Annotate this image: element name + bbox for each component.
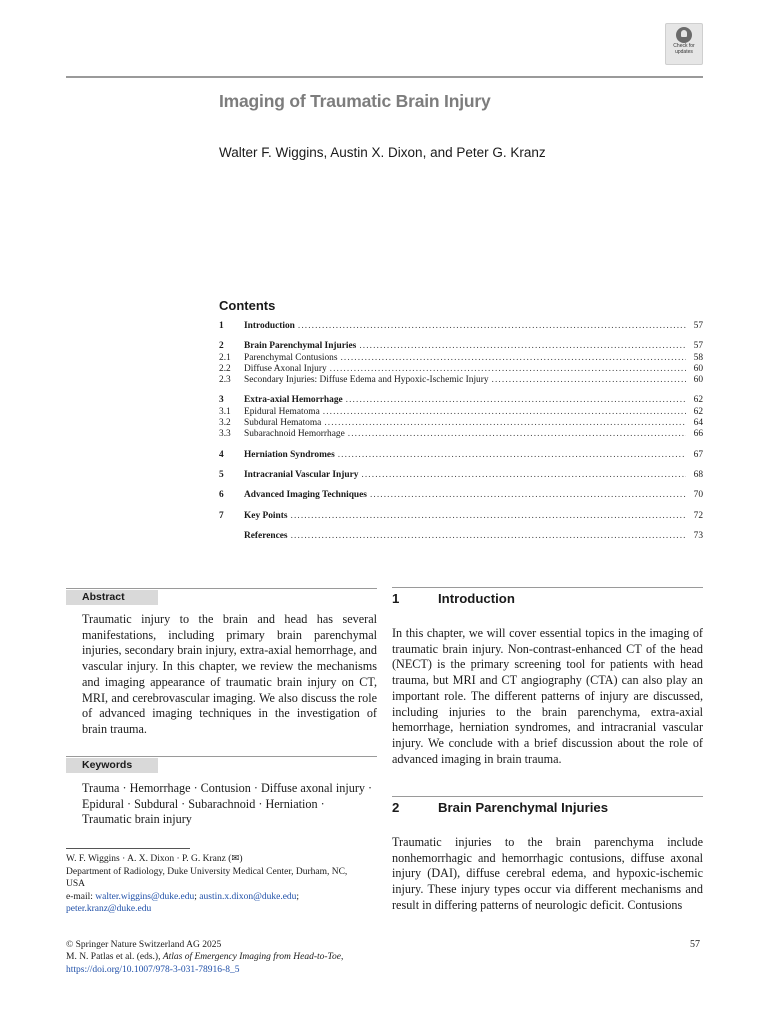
chapter-authors: Walter F. Wiggins, Austin X. Dixon, and Peter G. Kranz [219, 145, 546, 160]
toc-entry[interactable] [219, 321, 703, 332]
toc-entry-title: Brain Parenchymal Injuries [244, 341, 357, 352]
toc-entry-title: Key Points [244, 510, 288, 521]
toc-entry[interactable] [219, 375, 703, 386]
toc-leader-dots [359, 341, 686, 352]
toc-entry-page: 64 [693, 418, 703, 429]
affiliation-names: W. F. Wiggins · A. X. Dixon · P. G. Kranz (✉) [66, 854, 243, 864]
email-link-wiggins[interactable]: walter.wiggins@duke.edu [95, 891, 195, 902]
affiliation-block [66, 853, 366, 916]
affiliation-emails: e-mail: walter.wiggins@duke.edu; austin.x.dixon@duke.edu; peter.kranz@duke.edu [66, 891, 300, 915]
toc-entry-page: 57 [693, 341, 703, 352]
toc-entry-title: Parenchymal Contusions [244, 352, 338, 363]
contents-heading: Contents [219, 298, 276, 313]
toc-entry-number: 3.3 [219, 429, 231, 440]
section-1-rule [392, 587, 703, 588]
affiliation-department: Department of Radiology, Duke University Medical Center, Durham, NC, USA [66, 866, 348, 890]
toc-entry-page: 72 [693, 510, 703, 521]
toc-leader-dots [323, 407, 686, 418]
toc-entry[interactable] [219, 450, 703, 461]
toc-entry-title: Subarachnoid Hemorrhage [244, 429, 345, 440]
toc-leader-dots [324, 418, 686, 429]
toc-entry-number: 3 [219, 395, 224, 406]
section-2-title: Brain Parenchymal Injuries [438, 800, 609, 815]
toc-entry[interactable] [219, 364, 703, 375]
section-2-rule [392, 796, 703, 797]
page-number: 57 [690, 939, 700, 950]
check-for-updates-badge[interactable] [665, 23, 703, 65]
toc-entry[interactable] [219, 407, 703, 418]
toc-entry-page: 58 [693, 352, 703, 363]
chapter-title: Imaging of Traumatic Brain Injury [219, 91, 491, 111]
abstract-rule [66, 588, 377, 589]
affiliation-rule [66, 848, 190, 849]
section-2-number: 2 [392, 800, 400, 815]
copyright-line: © Springer Nature Switzerland AG 2025 [66, 940, 222, 950]
toc-leader-dots [338, 450, 686, 461]
toc-leader-dots [330, 364, 686, 375]
toc-entry[interactable] [219, 511, 703, 522]
toc-entry[interactable] [219, 470, 703, 481]
toc-entry-page: 62 [693, 395, 703, 406]
toc-entry-number: 5 [219, 469, 224, 480]
toc-entry-title: Intracranial Vascular Injury [244, 469, 359, 480]
toc-entry[interactable] [219, 418, 703, 429]
toc-entry-title: Herniation Syndromes [244, 449, 335, 460]
keywords-label: Keywords [66, 758, 158, 773]
toc-entry[interactable] [219, 531, 703, 542]
doi-link[interactable]: https://doi.org/10.1007/978-3-031-78916-8_5 [66, 964, 240, 975]
section-1-text: In this chapter, we will cover essential topics in the imaging of traumatic brain injury. Non-contrast-enhanced CT of the head (NECT) is the primary screening tool for patients with head trauma, but MRI and CT angiography (CTA) can also play an important role. The different patterns of injury are discussed, including injuries to the brain parenchyma, extra-axial hemorrhage, herniation syndromes, and intracranial vascular injury. We conclude with a brief discussion about the role of advanced imaging in brain trauma. [392, 626, 703, 766]
toc-entry-number: 3.1 [219, 406, 231, 417]
toc-leader-dots [346, 395, 686, 406]
email-link-dixon[interactable]: austin.x.dixon@duke.edu [199, 891, 297, 902]
keywords-text: Trauma · Hemorrhage · Contusion · Diffuse axonal injury · Epidural · Subdural · Subarachnoid · Herniation · Traumatic brain injury [82, 781, 373, 827]
toc-entry-number: 2.1 [219, 352, 231, 363]
toc-entry[interactable] [219, 429, 703, 440]
badge-line-2: updates [675, 48, 693, 55]
badge-line-1: Check for [673, 43, 695, 49]
toc-entry-title: Subdural Hematoma [244, 418, 322, 429]
toc-entry[interactable] [219, 490, 703, 501]
toc-entry-number: 6 [219, 490, 224, 501]
citation-line: M. N. Patlas et al. (eds.), Atlas of Emergency Imaging from Head-to-Toe, [66, 952, 344, 963]
toc-entry-page: 60 [693, 375, 703, 386]
section-1-number: 1 [392, 591, 400, 606]
section-2-text: Traumatic injuries to the brain parenchyma include nonhemorrhagic and hemorrhagic contusions, diffuse axonal injury (DAI), diffuse cerebral edema, and hypoxic-ischemic injury. These injury types occur via different mechanisms and result in differing patterns of neurologic deficit. Contusions [392, 835, 703, 912]
abstract-label: Abstract [66, 590, 158, 605]
toc-entry-number: 7 [219, 510, 224, 521]
section-2-heading [392, 800, 608, 815]
crossmark-icon [676, 27, 692, 43]
toc-entry-title: Epidural Hematoma [244, 406, 320, 417]
keywords-rule [66, 756, 377, 757]
toc-entry-page: 70 [693, 490, 703, 501]
toc-entry[interactable] [219, 353, 703, 364]
toc-leader-dots [298, 321, 686, 332]
footer-citation [66, 939, 396, 976]
toc-entry-page: 62 [693, 406, 703, 417]
section-1-heading [392, 591, 515, 606]
toc-entry-page: 73 [693, 530, 703, 541]
toc-leader-dots [492, 375, 686, 386]
toc-entry-number: 4 [219, 449, 224, 460]
toc-entry-title: Extra-axial Hemorrhage [244, 395, 343, 406]
toc-entry-title: Introduction [244, 321, 295, 331]
toc-entry-number: 2 [219, 341, 224, 352]
toc-entry-number: 2.2 [219, 363, 231, 374]
toc-entry-number: 1 [219, 321, 224, 331]
header-rule [66, 76, 703, 78]
toc-entry-number: 3.2 [219, 418, 231, 429]
toc-entry-title: Advanced Imaging Techniques [244, 490, 367, 501]
toc-leader-dots [291, 511, 687, 522]
toc-leader-dots [291, 531, 686, 542]
toc-leader-dots [361, 470, 686, 481]
toc-entry-page: 67 [693, 449, 703, 460]
toc-entry-title: Diffuse Axonal Injury [244, 363, 327, 374]
email-label: e-mail: [66, 891, 93, 902]
book-title: Atlas of Emergency Imaging from Head-to-Toe [162, 952, 341, 963]
toc-entry-number: 2.3 [219, 375, 231, 386]
toc-entry-page: 57 [693, 321, 703, 331]
toc-entry-page: 60 [693, 363, 703, 374]
toc-leader-dots [348, 429, 686, 440]
toc-entry-title: Secondary Injuries: Diffuse Edema and Hypoxic-Ischemic Injury [244, 375, 489, 386]
toc-entry-title: References [244, 530, 288, 541]
table-of-contents [219, 321, 703, 542]
toc-entry[interactable] [219, 341, 703, 352]
toc-entry[interactable] [219, 395, 703, 406]
toc-leader-dots [340, 353, 686, 364]
toc-leader-dots [370, 490, 686, 501]
section-1-title: Introduction [438, 591, 515, 606]
email-link-kranz[interactable]: peter.kranz@duke.edu [66, 904, 152, 915]
abstract-text: Traumatic injury to the brain and head has several manifestations, including primary brain parenchymal injuries, secondary brain injury, extra-axial hemorrhage, and vascular injury. In this chapter, we review the mechanisms and imaging appearance of traumatic brain injury on CT, MRI, and cerebrovascular imaging. We also discuss the role of advanced imaging techniques in the investigation of brain trauma. [82, 612, 377, 736]
citation-prefix: M. N. Patlas et al. (eds.), [66, 952, 161, 963]
toc-entry-page: 66 [693, 429, 703, 440]
toc-entry-page: 68 [693, 469, 703, 480]
